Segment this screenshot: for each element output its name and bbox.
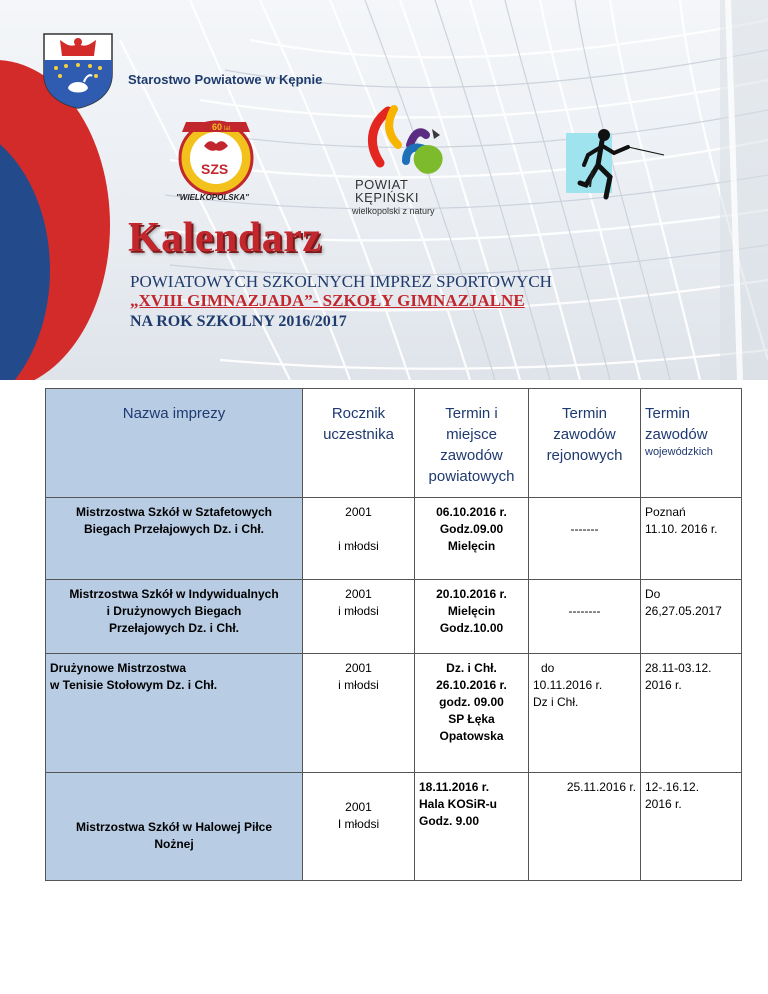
voivodeship-cell — [641, 580, 742, 654]
event-name-cell — [46, 498, 303, 580]
szs-letters: SZS — [201, 161, 229, 177]
runner-icon — [570, 125, 670, 205]
county-crest-icon — [40, 30, 116, 110]
events-calendar-table — [45, 388, 742, 881]
year-line: 2001 — [345, 800, 372, 814]
page-header — [0, 0, 768, 380]
szs-caption: "WIELKOPOLSKA" — [176, 193, 249, 202]
header-voiv-line: wojewódzkich — [645, 446, 713, 458]
voivodeship-cell — [641, 654, 742, 773]
szs-lat: lat — [224, 126, 231, 132]
voivodeship-cell — [641, 773, 742, 881]
voiv-line: Do — [645, 587, 661, 601]
table-row — [46, 773, 742, 881]
year-line: 2001 — [345, 587, 372, 601]
event-name-line: Mistrzostwa Szkół w Indywidualnych — [69, 587, 279, 601]
powiat-tagline: wielkopolski z natury — [352, 206, 435, 216]
regional-line: 10.11.2016 r. — [533, 678, 603, 692]
voiv-line: Poznań — [645, 505, 686, 519]
year-cell — [303, 498, 415, 580]
header-county-line: Termin i — [445, 405, 498, 422]
event-name-line: w Tenisie Stołowym Dz. i Chł. — [50, 678, 218, 692]
event-name-line: Mistrzostwa Szkół w Sztafetowych — [75, 505, 273, 519]
event-name-cell — [46, 773, 303, 881]
county-cell — [415, 580, 529, 654]
county-line: Godz.09.00 — [439, 522, 504, 536]
year-spacer — [307, 521, 410, 538]
county-line: Opatowska — [439, 729, 504, 743]
table-row — [46, 580, 742, 654]
header-regional-line: rejonowych — [546, 447, 623, 464]
event-name-line: Drużynowe Mistrzostwa — [50, 661, 187, 675]
voiv-line: 26,27.05.2017 — [645, 604, 722, 618]
regional-spacer — [533, 586, 636, 603]
subtitle-events: POWIATOWYCH SZKOLNYCH IMPREZ SPORTOWYCH — [130, 272, 552, 291]
header-regional-line: Termin — [561, 405, 607, 422]
header-event-name — [46, 389, 303, 498]
voiv-line: 28.11-03.12. — [645, 661, 712, 675]
county-cell — [415, 654, 529, 773]
regional-line: do — [541, 661, 555, 675]
regional-cell — [529, 498, 641, 580]
table-header-row — [46, 389, 742, 498]
szs-years: 60 — [212, 122, 223, 132]
powiat-name — [355, 178, 455, 204]
year-line: 2001 — [345, 661, 372, 675]
header-regional — [529, 389, 641, 498]
year-line: i młodsi — [338, 539, 379, 553]
county-line: Mielęcin — [447, 604, 496, 618]
table-row — [46, 498, 742, 580]
county-line: Mielęcin — [447, 539, 496, 553]
county-line: Godz.10.00 — [439, 621, 504, 635]
header-voiv-line: zawodów — [645, 426, 708, 443]
county-line: 06.10.2016 r. — [436, 505, 507, 519]
voiv-line: 2016 r. — [645, 797, 682, 811]
county-line: 18.11.2016 r. — [419, 780, 490, 794]
regional-cell — [529, 654, 641, 773]
regional-spacer — [533, 504, 636, 521]
header-county — [415, 389, 529, 498]
header-event-name-label: Nazwa imprezy — [122, 405, 226, 422]
county-line: Dz. i Chł. — [446, 661, 497, 675]
regional-cell — [529, 773, 641, 881]
event-name-line: Mistrzostwa Szkół w Halowej Piłce — [75, 820, 273, 834]
header-year-line: Rocznik — [331, 405, 386, 422]
powiat-kepinski-logo — [350, 105, 460, 185]
year-line: I młodsi — [337, 817, 380, 831]
voiv-line: 12-.16.12. — [645, 780, 700, 794]
event-name-line: i Drużynowych Biegach — [106, 604, 242, 618]
header-year-line: uczestnika — [323, 426, 394, 443]
year-line: 2001 — [345, 505, 372, 519]
county-cell — [415, 498, 529, 580]
regional-cell — [529, 580, 641, 654]
county-line: Hala KOSiR-u — [419, 797, 498, 811]
event-name-cell — [46, 654, 303, 773]
header-county-line: zawodów — [440, 447, 503, 464]
regional-line: -------- — [568, 604, 601, 618]
county-line: SP Łęka — [448, 712, 495, 726]
voiv-line: 2016 r. — [645, 678, 682, 692]
szs-logo — [172, 108, 262, 198]
regional-line: 25.11.2016 r. — [566, 780, 636, 794]
header-voiv-line: Termin — [645, 405, 691, 422]
header-voivodeship — [641, 389, 742, 498]
page-title: Kalendarz — [128, 215, 322, 261]
powiat-line1: POWIAT — [355, 177, 409, 192]
header-year — [303, 389, 415, 498]
county-line: godz. 09.00 — [439, 695, 504, 709]
subtitle-gimnazjada: „XVIII GIMNAZJADA”- SZKOŁY GIMNAZJALNE — [130, 291, 525, 310]
county-cell — [415, 773, 529, 881]
powiat-line2: KĘPIŃSKI — [355, 190, 419, 205]
county-line: Godz. 9.00 — [419, 814, 480, 828]
header-county-line: miejsce — [446, 426, 497, 443]
event-name-line: Przełajowych Dz. i Chł. — [108, 621, 240, 635]
year-line: i młodsi — [338, 678, 379, 692]
header-regional-line: zawodów — [553, 426, 616, 443]
event-name-cell — [46, 580, 303, 654]
county-line: 20.10.2016 r. — [436, 587, 507, 601]
regional-line: ------- — [570, 522, 599, 536]
voiv-line: 11.10. 2016 r. — [645, 522, 718, 536]
event-name-line: Nożnej — [154, 837, 194, 851]
header-county-line: powiatowych — [428, 468, 515, 485]
event-name-line: Biegach Przełajowych Dz. i Chł. — [83, 522, 265, 536]
voivodeship-cell — [641, 498, 742, 580]
year-line: i młodsi — [338, 604, 379, 618]
regional-line: Dz i Chł. — [533, 695, 579, 709]
year-cell — [303, 654, 415, 773]
year-cell — [303, 580, 415, 654]
organization-name: Starostwo Powiatowe w Kępnie — [128, 72, 323, 87]
table-row — [46, 654, 742, 773]
year-cell — [303, 773, 415, 881]
subtitle-school-year: NA ROK SZKOLNY 2016/2017 — [130, 313, 347, 330]
county-line: 26.10.2016 r. — [436, 678, 507, 692]
